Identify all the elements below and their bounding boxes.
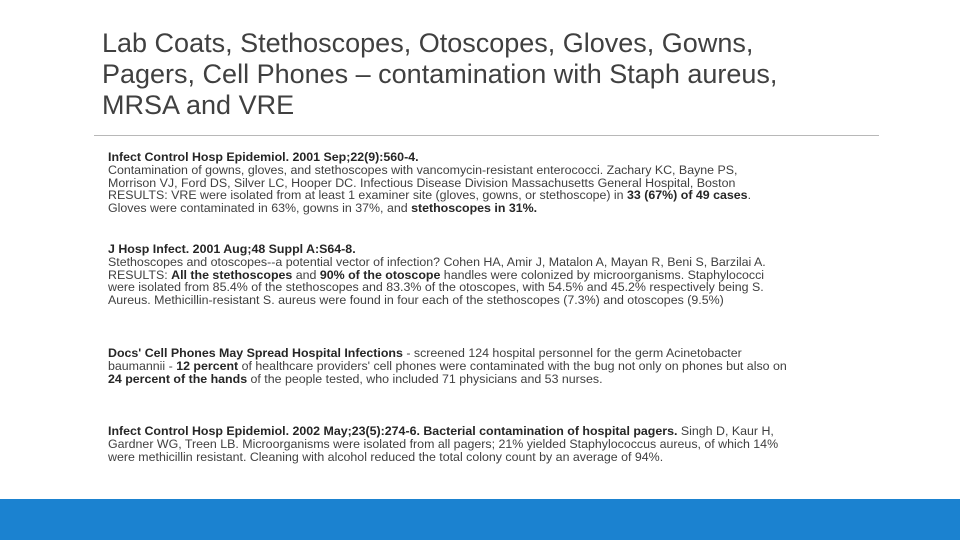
ref1-line-5	[108, 202, 938, 215]
ref3-tested-text: of the people tested, who included 71 physicians and 53 nurses.	[247, 371, 603, 386]
ref3-screened-text: - screened 124 hospital personnel for the germ Acinetobacter	[402, 346, 742, 360]
ref3-headline: Docs' Cell Phones May Spread Hospital Infections	[108, 346, 403, 360]
ref2-stethoscopes-highlight: All the stethoscopes	[171, 267, 293, 282]
ref4-line-1	[108, 425, 938, 438]
title-line-2: Pagers, Cell Phones – contamination with Staph aureus,	[102, 59, 778, 89]
title-divider	[94, 135, 879, 136]
title-line-1: Lab Coats, Stethoscopes, Otoscopes, Gloves, Gowns,	[102, 28, 754, 58]
ref4-line-2: Gardner WG, Treen LB. Microorganisms were isolated from all pagers; 21% yielded Staphylococcus aureus, of which 14%	[108, 436, 779, 451]
ref1-line-2: Contamination of gowns, gloves, and stethoscopes with vancomycin-resistant enterococci. Zachary KC, Bayne PS,	[108, 162, 738, 177]
ref4-line-3: were methicillin resistant. Cleaning with alcohol reduced the total colony count by an average of 94%.	[108, 449, 664, 464]
ref1-line-3: Morrison VJ, Ford DS, Silver LC, Hooper DC. Infectious Disease Division Massachusetts General Hospital, Boston	[108, 175, 736, 190]
ref1-results-text: RESULTS: VRE were isolated from at least 1 examiner site (gloves, gowns, or stethoscope) in	[108, 188, 628, 203]
ref2-otoscope-highlight: 90% of the otoscope	[319, 267, 441, 282]
reference-block-2	[108, 243, 938, 307]
ref3-percent-highlight: 12 percent	[176, 358, 239, 373]
footer-bar	[0, 499, 960, 540]
ref2-line-5: Aureus. Methicillin-resistant S. aureus were found in four each of the stethoscopes (7.3%) and otoscopes (9.5%)	[108, 293, 724, 308]
ref1-period: .	[747, 188, 752, 203]
ref3-baumannii-text: baumannii -	[108, 358, 177, 373]
ref1-citation: Infect Control Hosp Epidemiol. 2001 Sep;22(9):560-4.	[108, 150, 419, 164]
reference-block-3	[108, 347, 938, 385]
ref2-and: and	[292, 267, 320, 282]
ref3-phones-text: of healthcare providers' cell phones were contaminated with the bug not only on phones but also on	[238, 358, 787, 373]
ref1-cases-highlight: 33 (67%) of 49 cases	[627, 188, 748, 203]
ref2-line-4: were isolated from 85.4% of the stethoscopes and 83.3% of the otoscopes, with 54.5% and 45.2% respectively being S.	[108, 280, 764, 295]
title-line-3: MRSA and VRE	[102, 90, 295, 120]
reference-block-1	[108, 151, 938, 215]
ref3-hands-highlight: 24 percent of the hands	[108, 371, 248, 386]
ref2-line-2: Stethoscopes and otoscopes--a potential vector of infection? Cohen HA, Amir J, Matalon A, Mayan R, Beni S, Barzilai A.	[108, 254, 766, 269]
ref2-citation: J Hosp Infect. 2001 Aug;48 Suppl A:S64-8.	[108, 242, 356, 256]
ref4-authors: Singh D, Kaur H,	[677, 424, 774, 438]
ref1-line-1	[108, 151, 938, 164]
slide-title	[102, 28, 902, 121]
ref1-gloves-text: Gloves were contaminated in 63%, gowns in 37%, and	[108, 201, 412, 216]
ref2-line-1	[108, 243, 938, 256]
ref1-stethoscopes-highlight: stethoscopes in 31%.	[411, 201, 538, 216]
reference-block-4	[108, 425, 938, 463]
ref2-results-label: RESULTS:	[108, 267, 172, 282]
ref4-citation: Infect Control Hosp Epidemiol. 2002 May;23(5):274-6. Bacterial contamination of hospital pagers.	[108, 424, 678, 438]
ref3-line-3	[108, 373, 938, 386]
ref2-handles-text: handles were colonized by microorganisms. Staphylococci	[440, 267, 765, 282]
